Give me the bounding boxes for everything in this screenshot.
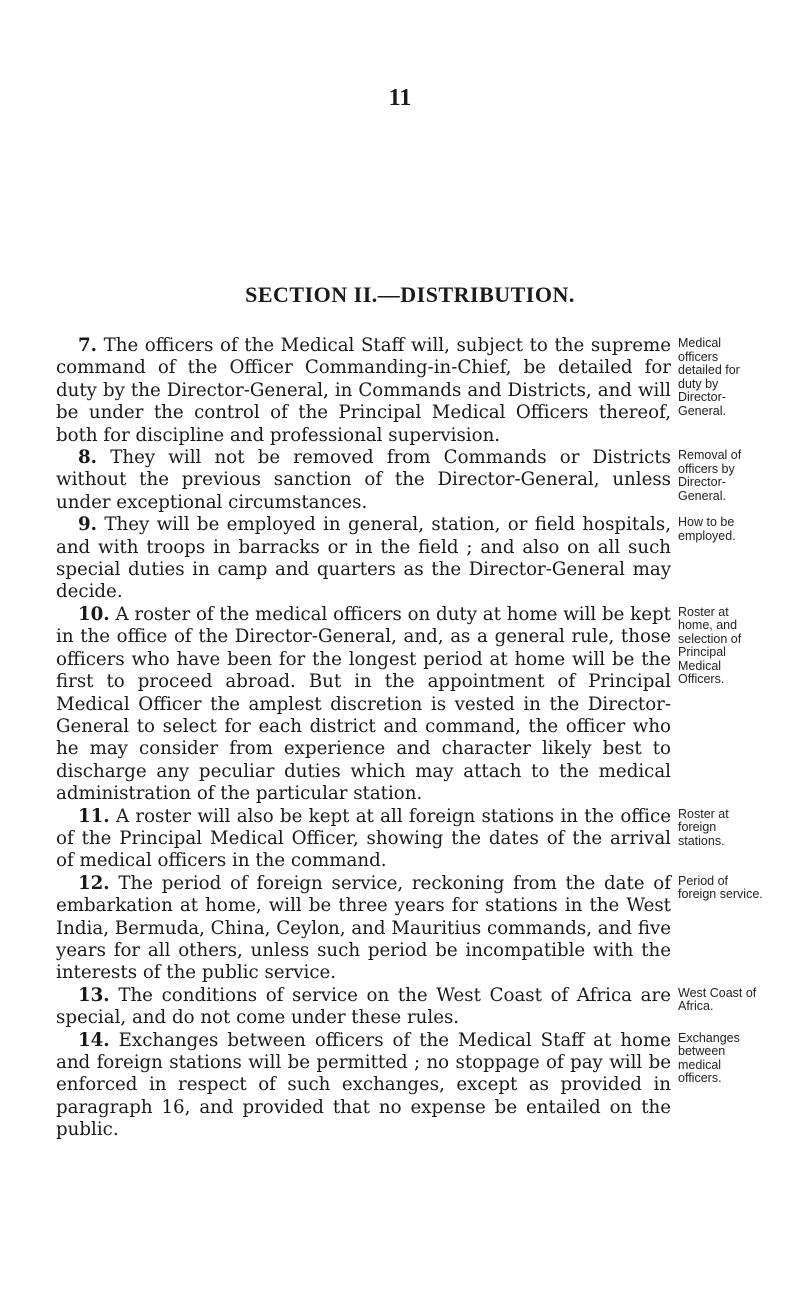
margin-note: Removal of officers by Director-General. bbox=[678, 448, 742, 503]
paragraph-14 bbox=[56, 1030, 762, 1142]
margin-note: Period of foreign service. bbox=[678, 873, 763, 902]
margin-note: How to be employed. bbox=[678, 515, 736, 543]
paragraph-text: A roster will also be kept at all foreign stations in the office of the Principal Medical Officer, showing the dates of the arrival of medical officers in the command. bbox=[56, 805, 671, 872]
paragraph-9 bbox=[56, 514, 762, 604]
document-body bbox=[56, 335, 762, 1142]
margin-note: West Coast of Africa. bbox=[678, 985, 757, 1014]
margin-note: Medical officers detailed for duty by Director-General. bbox=[678, 336, 740, 418]
paragraph-number: 13. bbox=[78, 984, 110, 1006]
paragraph-text: A roster of the medical officers on duty at home will be kept in the office of the Director-General, and, as a general rule, those officers who have been for the longest period at home will be the first to proceed abroad. But in the appointment of Principal Medical Officer the amplest discretion is vested in the Director-General to select for each district and command, the officer who he may consider from experience and character likely best to discharge any peculiar duties which may attach to the medical administration of the particular station. bbox=[56, 603, 671, 805]
paragraph-text: They will be employed in general, station, or field hospitals, and with troops in barracks or in the field ; and also on all such special duties in camp and quarters as the Director-General may decide. bbox=[56, 514, 671, 603]
paragraph-text: The conditions of service on the West Coast of Africa are special, and do not come under these rules. bbox=[56, 984, 671, 1029]
margin-note: Roster at foreign stations. bbox=[678, 806, 729, 848]
margin-note: Roster at home, and selection of Principal Medical Officers. bbox=[678, 604, 742, 687]
paragraph-number: 12. bbox=[78, 872, 110, 894]
paragraph-7 bbox=[56, 335, 762, 447]
paragraph-11 bbox=[56, 806, 762, 873]
paragraph-number: 11. bbox=[78, 805, 110, 827]
paragraph-text: The period of foreign service, reckoning from the date of embarkation at home, will be three years for stations in the West India, Bermuda, China, Ceylon, and Mauritius commands, and five years for all others, unless such period be incompatible with the interests of the public service. bbox=[56, 872, 671, 984]
paragraph-8 bbox=[56, 447, 762, 514]
paragraph-number: 7. bbox=[78, 335, 97, 356]
paragraph-12 bbox=[56, 873, 762, 985]
paragraph-text: They will not be removed from Commands or Districts without the previous sanction of the Director-General, unless under exceptional circumstances. bbox=[56, 447, 671, 513]
paragraph-10 bbox=[56, 604, 762, 806]
section-title: SECTION II.—DISTRIBUTION. bbox=[245, 282, 575, 307]
margin-note: Exchanges between medical officers. bbox=[678, 1030, 740, 1086]
page-number: 11 bbox=[388, 85, 412, 111]
paragraph-number: 9. bbox=[78, 514, 97, 536]
paragraph-text: The officers of the Medical Staff will, subject to the supreme command of the Officer Commanding-in-Chief, be detailed for duty by the Director-General, in Commands and Districts, and will be under the control of the Principal Medical Officers thereof, both for discipline and professional supervision. bbox=[56, 335, 671, 446]
paragraph-13 bbox=[56, 985, 762, 1030]
paragraph-number: 14. bbox=[78, 1029, 110, 1051]
paragraph-text: Exchanges between officers of the Medical Staff at home and foreign stations will be permitted ; no stoppage of pay will be enforced in respect of such exchanges, except as provided in paragraph 16, and provided that no expense be entailed on the public. bbox=[56, 1029, 671, 1141]
paragraph-number: 10. bbox=[78, 603, 110, 625]
paragraph-number: 8. bbox=[78, 447, 97, 469]
